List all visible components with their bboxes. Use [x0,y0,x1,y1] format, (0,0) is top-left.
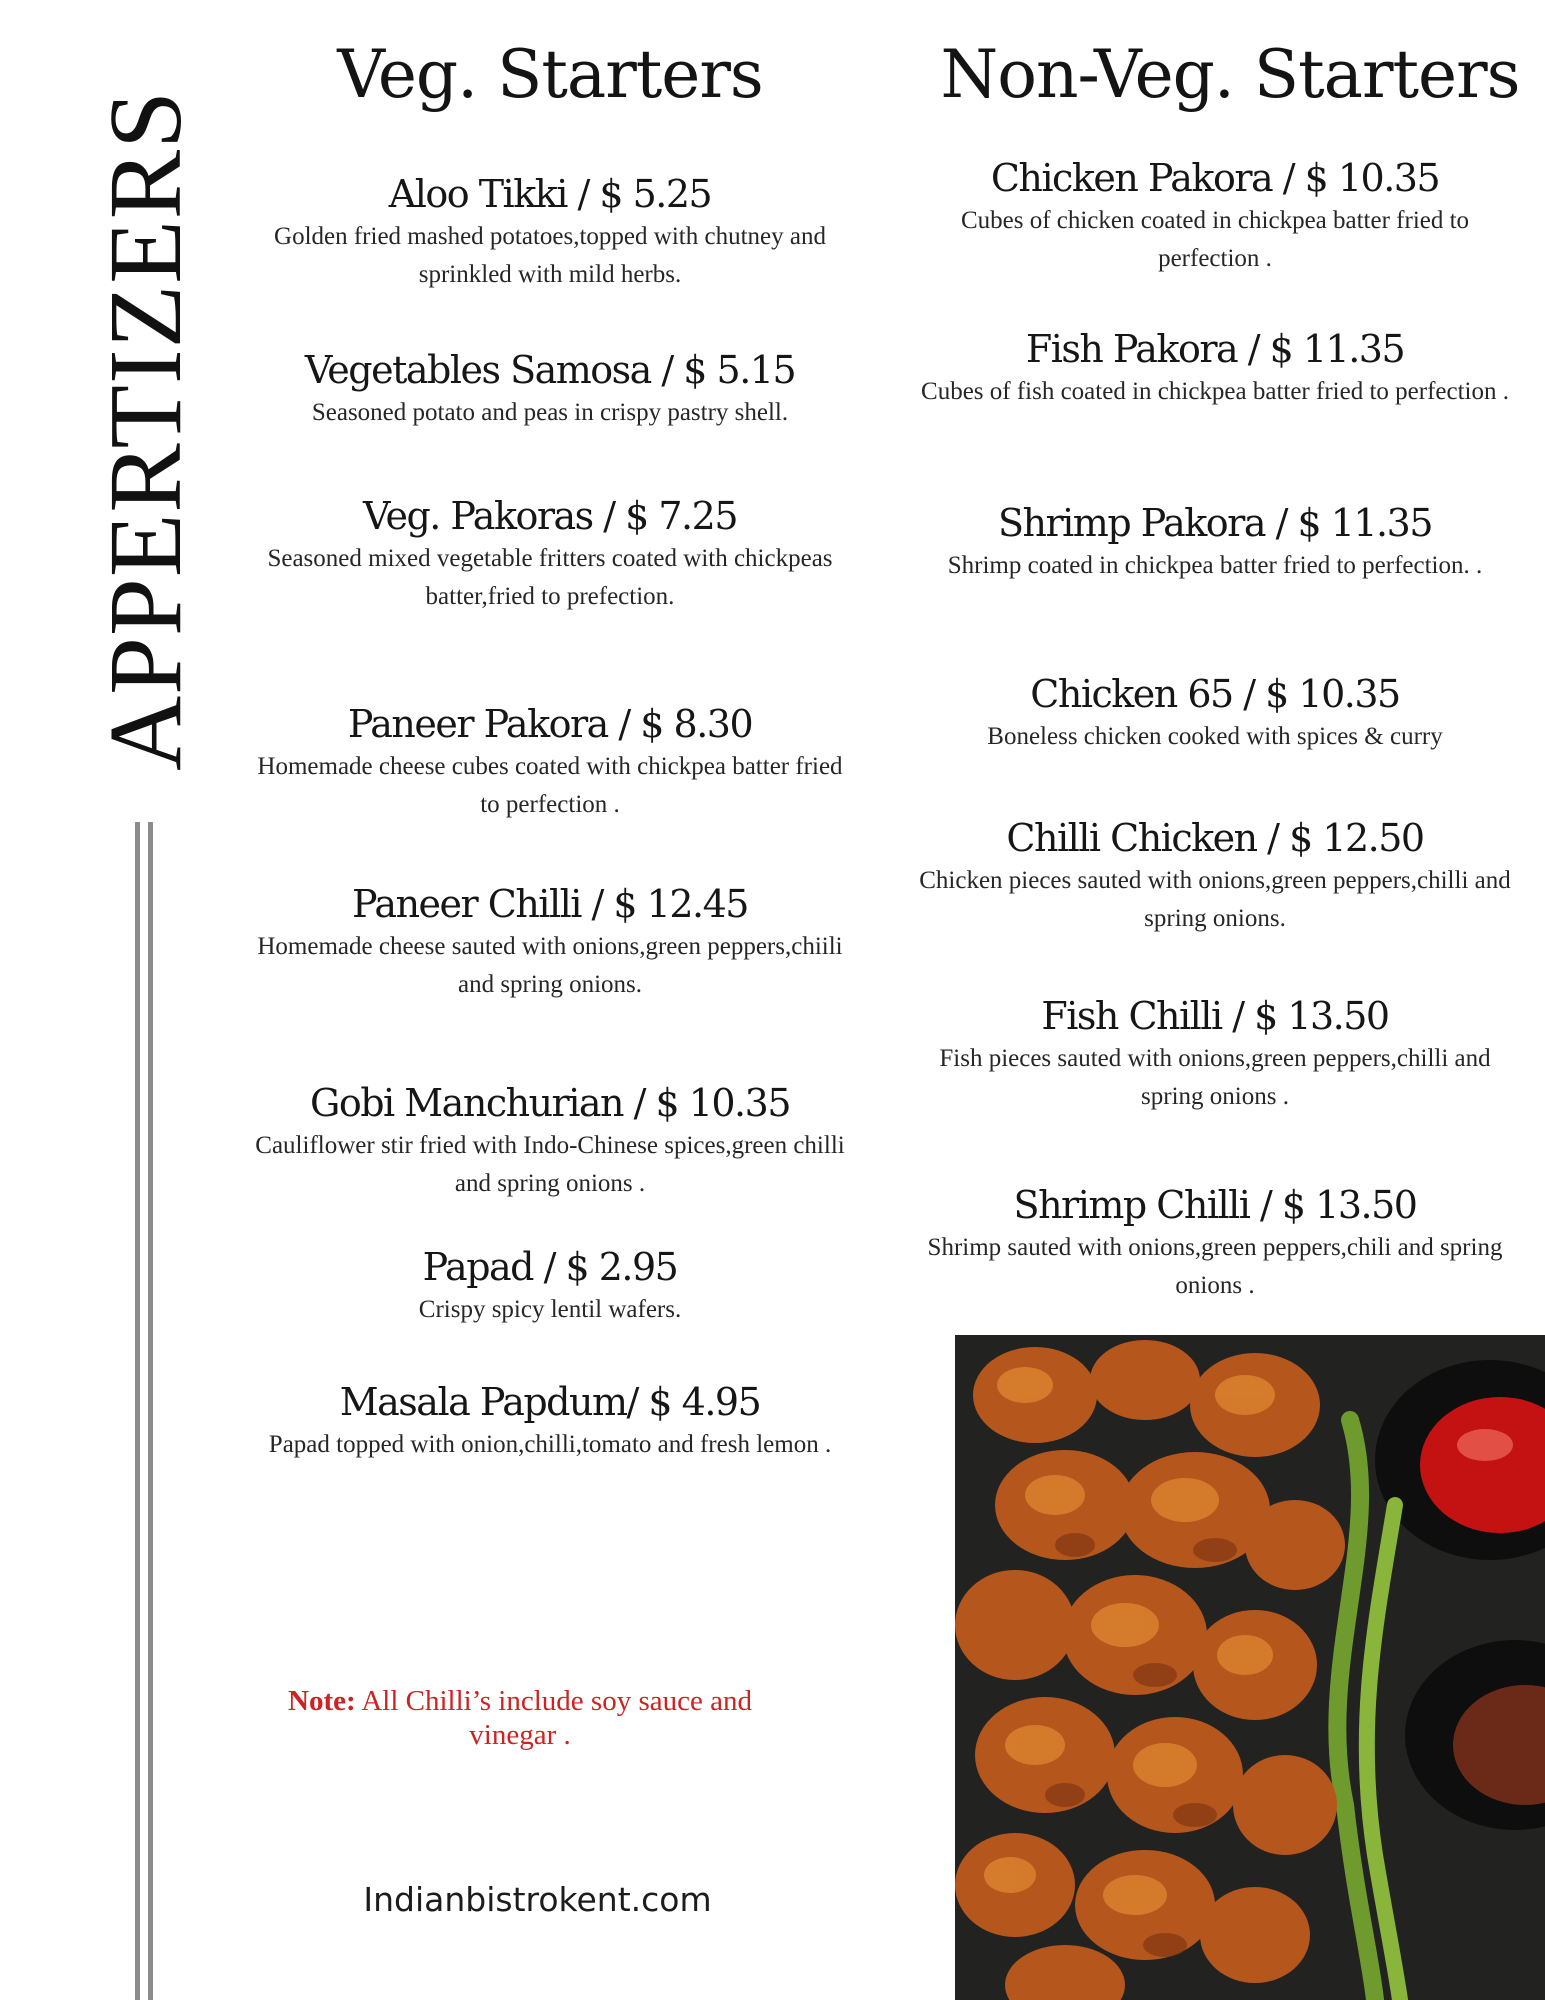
menu-item-name: Fish Chilli / $ 13.50 [1041,994,1389,1038]
menu-item [915,1181,1515,1305]
menu-item-description: Homemade cheese sauted with onions,green peppers,chiili and spring onions. [257,933,843,998]
menu-item-name: Paneer Pakora / $ 8.30 [347,702,753,746]
pakora-plate-image [955,1335,1545,2000]
menu-item-name: Chilli Chicken / $ 12.50 [1006,816,1424,860]
menu-item-name: Aloo Tikki / $ 5.25 [388,172,712,216]
menu-item-description: Shrimp coated in chickpea batter fried to perfection. . [947,552,1483,579]
menu-item-name: Chicken Pakora / $ 10.35 [990,156,1440,200]
menu-item [250,170,850,294]
menu-item-description: Seasoned potato and peas in crispy pastry shell. [311,399,789,426]
menu-item-description: Fish pieces sauted with onions,green peppers,chilli and spring onions . [939,1045,1491,1110]
menu-item [915,814,1515,938]
menu-item [250,492,850,616]
chilli-note [250,1684,790,1752]
menu-item-description: Papad topped with onion,chilli,tomato and fresh lemon . [268,1431,832,1458]
menu-item [915,992,1515,1116]
note-text: All Chilli’s include soy sauce and vinegar . [361,1685,752,1751]
website-link[interactable]: Indianbistrokent.com [363,1880,712,1919]
menu-item-name: Chicken 65 / $ 10.35 [1030,672,1400,716]
menu-item-name: Gobi Manchurian / $ 10.35 [309,1081,790,1125]
menu-item [250,1378,850,1464]
menu-item-name: Shrimp Chilli / $ 13.50 [1013,1183,1417,1227]
menu-item-description: Boneless chicken cooked with spices & curry [987,723,1443,750]
menu-item-description: Crispy spicy lentil wafers. [418,1296,682,1323]
menu-item-description: Chicken pieces sauted with onions,green peppers,chilli and spring onions. [919,867,1511,932]
appetizers-title: APPERTIZERS [87,89,203,771]
menu-item-description: Golden fried mashed potatoes,topped with chutney and sprinkled with mild herbs. [274,223,826,288]
menu-item-name: Paneer Chilli / $ 12.45 [352,882,748,926]
menu-item-name: Fish Pakora / $ 11.35 [1025,327,1405,371]
section-title-vertical [87,89,203,771]
menu-item [915,499,1515,585]
vertical-rule-right [148,822,153,2000]
menu-item [915,670,1515,756]
nonveg-starters-heading: Non-Veg. Starters [940,36,1520,113]
vertical-rule-left [135,822,140,2000]
menu-item-name: Masala Papdum/ $ 4.95 [339,1380,761,1424]
veg-starters-heading: Veg. Starters [337,36,763,113]
menu-item [250,700,850,824]
menu-item-description: Homemade cheese cubes coated with chickpea batter fried to perfection . [257,753,843,818]
menu-item [250,1079,850,1203]
menu-item-name: Vegetables Samosa / $ 5.15 [304,348,796,392]
menu-item [915,154,1515,278]
menu-item-description: Seasoned mixed vegetable fritters coated with chickpeas batter,fried to prefection. [267,545,833,610]
menu-item [250,880,850,1004]
menu-item-description: Cubes of fish coated in chickpea batter fried to perfection . [921,378,1509,405]
menu-item-name: Shrimp Pakora / $ 11.35 [997,501,1432,545]
menu-item-description: Cauliflower stir fried with Indo-Chinese spices,green chilli and spring onions . [255,1132,845,1197]
menu-item [250,346,850,432]
menu-item-name: Papad / $ 2.95 [422,1245,678,1289]
pakora-photo [955,1335,1545,2000]
note-label: Note: [288,1685,356,1717]
menu-item-description: Shrimp sauted with onions,green peppers,chili and spring onions . [927,1234,1503,1299]
menu-item [250,1243,850,1329]
menu-item [915,325,1515,411]
menu-item-name: Veg. Pakoras / $ 7.25 [363,494,737,538]
menu-item-description: Cubes of chicken coated in chickpea batter fried to perfection . [960,207,1470,272]
